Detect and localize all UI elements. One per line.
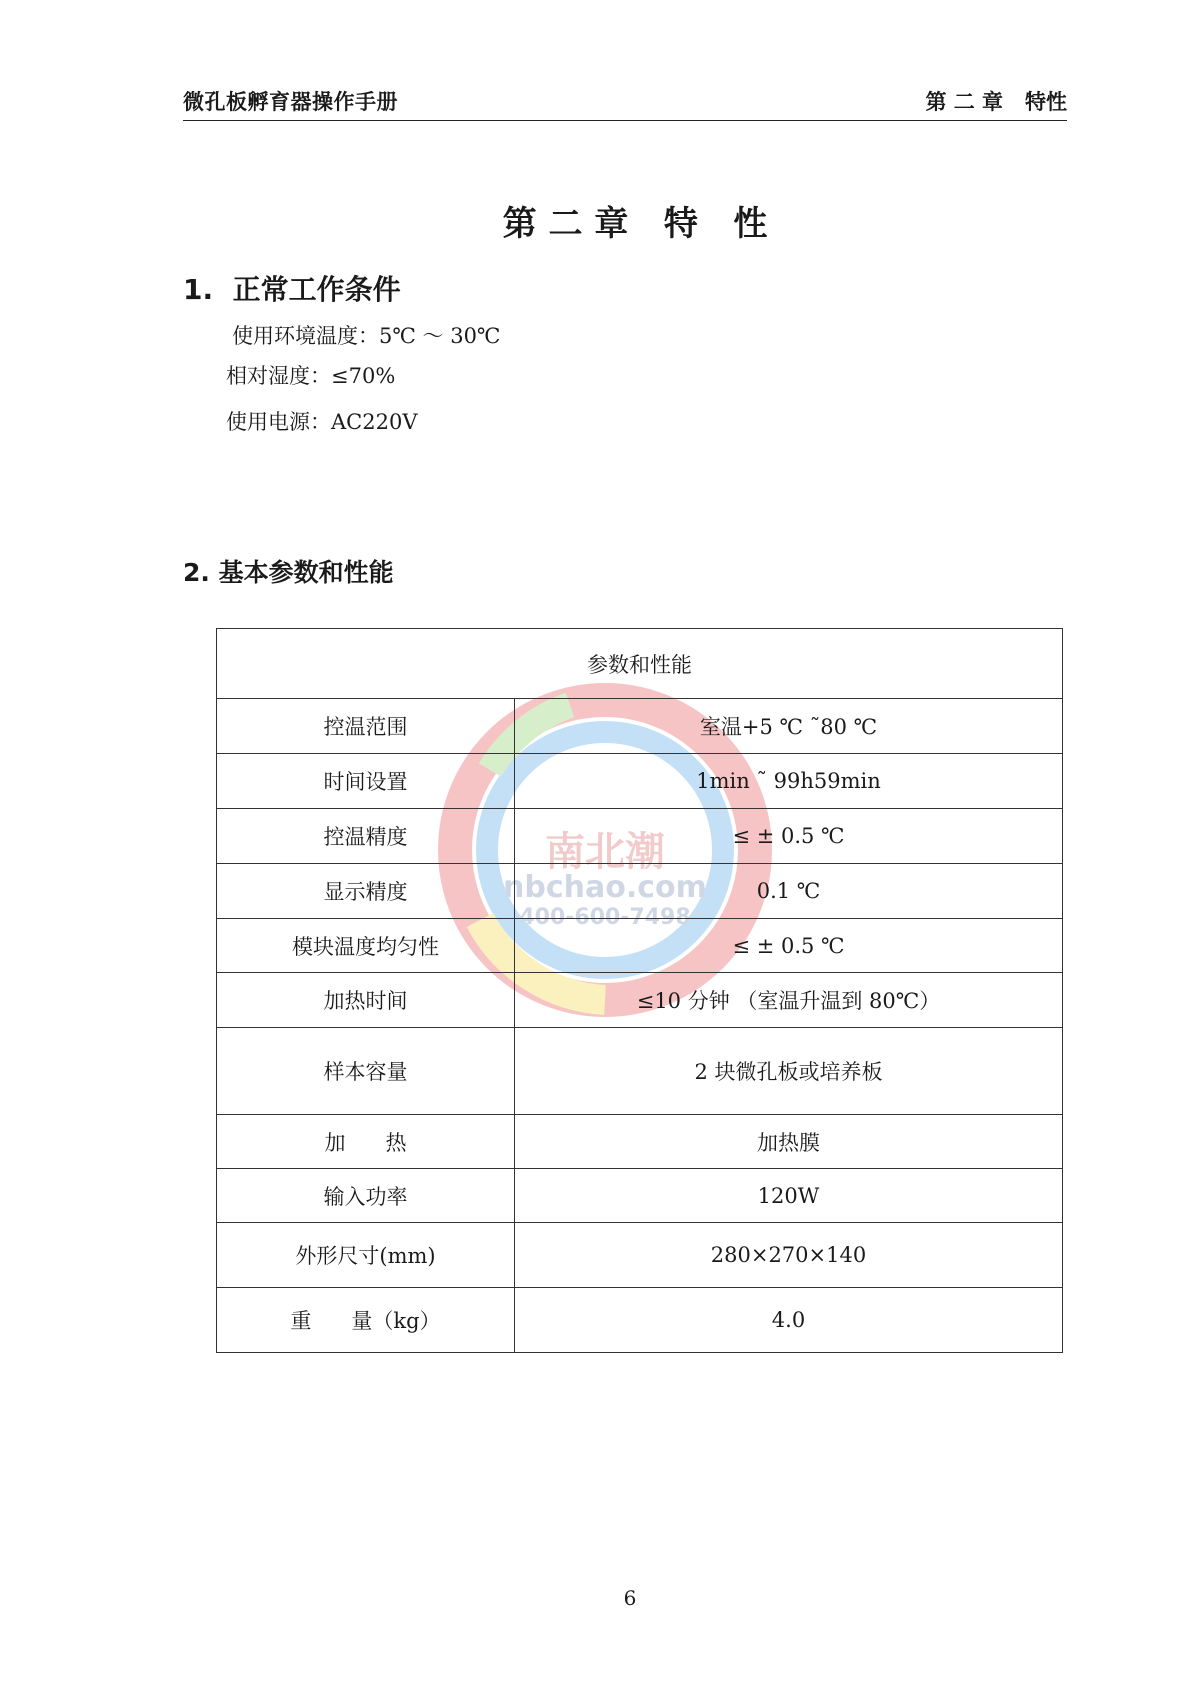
section-heading-conditions: 1. 正常工作条件 — [183, 273, 401, 306]
row-label: 输入功率 — [217, 1169, 515, 1223]
row-label: 时间设置 — [217, 754, 515, 809]
row-value: 2 块微孔板或培养板 — [515, 1028, 1063, 1115]
page-header — [183, 86, 1067, 121]
row-label: 加 热 — [217, 1115, 515, 1169]
row-label: 外形尺寸(mm) — [217, 1223, 515, 1288]
table-row — [217, 1223, 1063, 1288]
table-row — [217, 864, 1063, 919]
table-header-row — [217, 629, 1063, 699]
watermark-cn: 南北潮 — [545, 829, 665, 875]
section-heading-parameters: 2. 基本参数和性能 — [183, 558, 394, 587]
row-value: ≤10 分钟 （室温升温到 80℃） — [515, 973, 1063, 1028]
row-value: ≤ ± 0.5 ℃ — [515, 809, 1063, 864]
row-value: 280×270×140 — [515, 1223, 1063, 1288]
row-value: ≤ ± 0.5 ℃ — [515, 919, 1063, 973]
row-label: 显示精度 — [217, 864, 515, 919]
table-row — [217, 919, 1063, 973]
table-header: 参数和性能 — [217, 629, 1063, 699]
row-label: 控温范围 — [217, 699, 515, 754]
page-number: 6 — [623, 1586, 637, 1610]
condition-power: 使用电源：AC220V — [226, 410, 418, 434]
row-value: 0.1 ℃ — [515, 864, 1063, 919]
condition-temperature: 使用环境温度：5℃ ～ 30℃ — [232, 324, 501, 348]
table-row — [217, 1169, 1063, 1223]
spec-table — [216, 628, 1063, 1353]
chapter-title: 第 二 章 特 性 — [502, 204, 768, 244]
row-value: 4.0 — [515, 1288, 1063, 1353]
row-label: 模块温度均匀性 — [217, 919, 515, 973]
row-label: 样本容量 — [217, 1028, 515, 1115]
row-value: 120W — [515, 1169, 1063, 1223]
table-row — [217, 1028, 1063, 1115]
header-chapter: 第 二 章 特性 — [925, 90, 1067, 114]
condition-humidity: 相对湿度：≤70% — [226, 364, 396, 388]
table-row — [217, 973, 1063, 1028]
row-value: 加热膜 — [515, 1115, 1063, 1169]
row-label: 重 量（kg） — [217, 1288, 515, 1353]
watermark-tel: 400-600-7498 — [519, 905, 691, 930]
row-value: 室温+5 ℃ ˜80 ℃ — [515, 699, 1063, 754]
table-row — [217, 809, 1063, 864]
row-label: 加热时间 — [217, 973, 515, 1028]
table-row — [217, 699, 1063, 754]
watermark-en: nbchao.com — [503, 870, 707, 905]
row-label: 控温精度 — [217, 809, 515, 864]
row-value: 1min ˜ 99h59min — [515, 754, 1063, 809]
table-row — [217, 1288, 1063, 1353]
header-manual-title: 微孔板孵育器操作手册 — [183, 90, 398, 114]
table-row — [217, 1115, 1063, 1169]
table-row — [217, 754, 1063, 809]
